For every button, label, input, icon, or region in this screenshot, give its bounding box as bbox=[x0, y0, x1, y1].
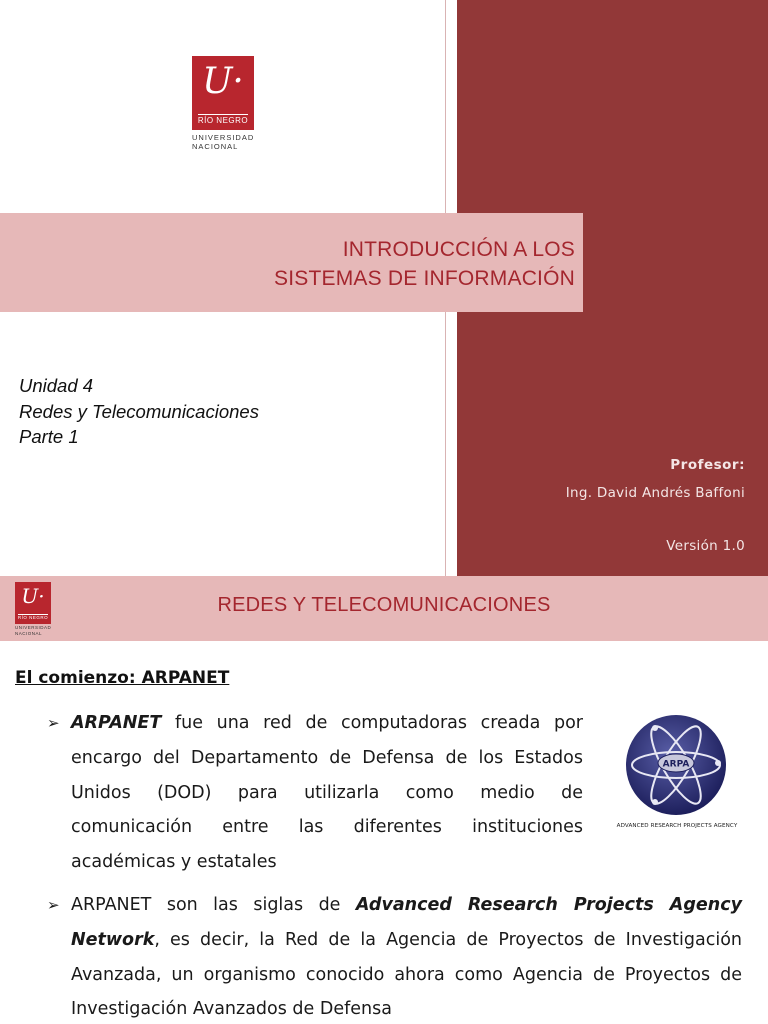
course-title bbox=[274, 235, 575, 293]
logo-line1: UNIVERSIDAD bbox=[15, 625, 52, 630]
bullet-arpanet-acronym bbox=[47, 888, 742, 1024]
slide-header bbox=[0, 576, 768, 641]
section-subtitle: El comienzo: ARPANET bbox=[15, 668, 230, 688]
unit-number: Unidad 4 bbox=[19, 375, 94, 396]
arrow-bullet-icon: ➢ bbox=[47, 896, 60, 914]
bullet2-text: , es decir, la Red de la Agencia de Proyectos de Investigación Avanzada, un organismo conocido ahora como Agencia de Proyectos de Investigación Avanzados de Defensa bbox=[71, 929, 742, 1020]
logo-line2: NACIONAL bbox=[15, 630, 43, 636]
bullet-arpanet-definition bbox=[47, 706, 583, 880]
arpa-caption: ADVANCED RESEARCH PROJECTS AGENCY bbox=[616, 823, 738, 829]
bullet2-strong1: Advanced Research Projects Agency bbox=[355, 895, 742, 915]
logo-university-text bbox=[192, 133, 254, 151]
logo-red-box bbox=[192, 56, 254, 130]
bullet1-text: fue una red de computadoras creada por encargo del Departamento de Defensa de los Estados Unidos (DOD) para utilizarla como medio de comunicación entre las diferentes instituciones académicas y estatales bbox=[71, 713, 583, 873]
course-title-line1: INTRODUCCIÓN A LOS bbox=[342, 238, 575, 261]
course-title-line2: SISTEMAS DE INFORMACIÓN bbox=[274, 267, 575, 290]
logo-city: RÍO NEGRO bbox=[17, 615, 49, 620]
unit-info bbox=[19, 373, 259, 450]
university-logo bbox=[192, 56, 254, 152]
bullet1-strong: ARPANET bbox=[71, 713, 162, 733]
logo-letter: U· bbox=[21, 584, 45, 608]
unit-topic: Redes y Telecomunicaciones bbox=[19, 400, 259, 422]
professor-label: Profesor: bbox=[670, 457, 745, 473]
content-slide bbox=[0, 576, 768, 1024]
arpa-logo bbox=[615, 713, 741, 837]
logo-city: RÍO NEGRO bbox=[197, 116, 249, 125]
slide-title: REDES Y TELECOMUNICACIONES bbox=[217, 594, 551, 616]
unit-part: Parte 1 bbox=[19, 426, 79, 447]
logo-line1: UNIVERSIDAD bbox=[192, 133, 255, 142]
arpa-label: ARPA bbox=[662, 759, 690, 770]
logo-university-text bbox=[15, 625, 51, 636]
professor-name: Ing. David Andrés Baffoni bbox=[565, 485, 745, 501]
title-band bbox=[0, 213, 583, 312]
version-label: Versión 1.0 bbox=[666, 538, 745, 554]
logo-letter: U· bbox=[202, 61, 244, 102]
bullet2-strong2: Network bbox=[71, 929, 155, 950]
logo-line2: NACIONAL bbox=[192, 142, 239, 151]
bullet2-pre: ARPANET son las siglas de bbox=[71, 895, 356, 915]
arrow-bullet-icon: ➢ bbox=[47, 714, 60, 732]
